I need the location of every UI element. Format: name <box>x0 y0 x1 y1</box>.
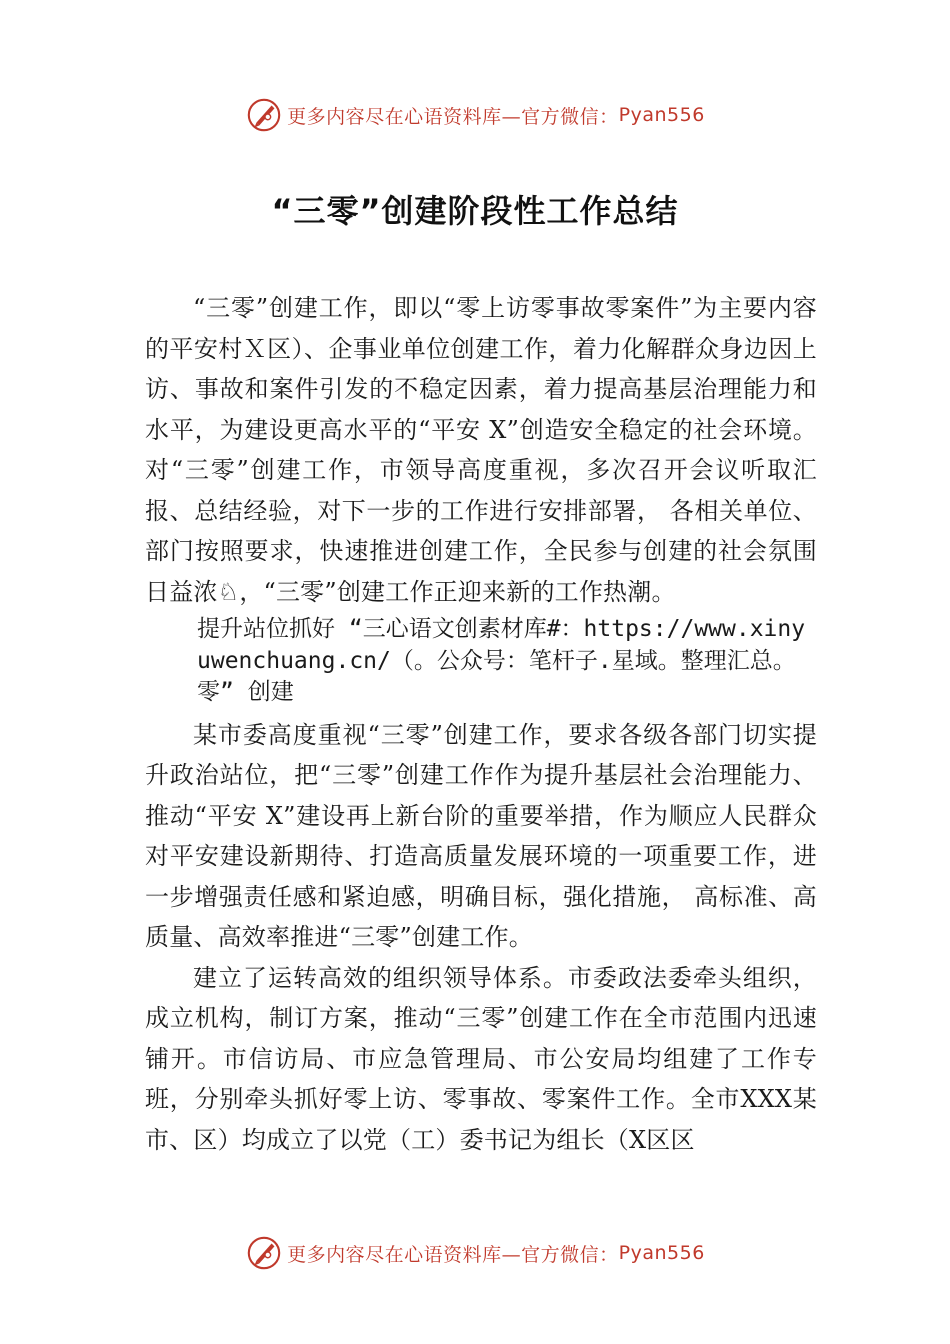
watermark-text: 更多内容尽在心语资料库—官方微信： <box>287 105 619 128</box>
paragraph: “三零”创建工作，即以“零上访零事故零案件”为主要内容的平安村Ｘ区）、企事业单位创建工作，着力化解群众身边因上访、事故和案件引发的不稳定因素，着力提高基层治理能力和水平，为建设更高水平的“平安 X”创造安全稳定的社会环境。对“三零”创建工作，市领导高度重视，多次召开会议听取汇报、总结经验，对下一步的工作进行安排部署， 各相关单位、部门按照要求，快速推进创建工作，全民参与创建的社会氛围日益浓♘，“三零”创建工作正迎来新的工作热潮。 <box>145 294 817 606</box>
pen-logo-icon <box>245 96 283 134</box>
watermark-footer <box>0 1233 950 1273</box>
watermark-header <box>0 95 950 135</box>
document-title: “三零”创建阶段性工作总结 <box>271 192 679 230</box>
paragraph: 建立了运转高效的组织领导体系。市委政法委牵头组织，成立机构，制订方案，推动“三零”创建工作在全市范围内迅速铺开。市信访局、市应急管理局、市公安局均组建了工作专班，分别牵头抓好零上访、零事故、零案件工作。全市XXX某市、区）均成立了以党（工）委书记为组长（X区区 <box>145 963 817 1154</box>
paragraph: 某市委高度重视“三零”创建工作，要求各级各部门切实提升政治站位，把“三零”创建工作作为提升基层社会治理能力、推动“平安 X”建设再上新台阶的重要举措，作为顺应人民群众对平安建设新期待、打造高质量发展环境的一项重要工作，进一步增强责任感和紧迫感，明确目标，强化措施， 高标准、高质量、高效率推进“三零”创建工作。 <box>145 720 817 951</box>
watermark-text: 更多内容尽在心语资料库—官方微信： <box>287 1243 619 1266</box>
section-heading: 提升站位抓好 “三心语文创素材库#：https://www.xinyuwenchuang.cn/（。公众号：笔杆子.星域。整理汇总。零” 创建 <box>197 616 806 705</box>
pen-logo-icon <box>245 1234 283 1272</box>
watermark-wechat-id: Pyan556 <box>618 104 705 126</box>
watermark-wechat-id: Pyan556 <box>618 1242 705 1264</box>
document-body <box>145 288 817 1160</box>
